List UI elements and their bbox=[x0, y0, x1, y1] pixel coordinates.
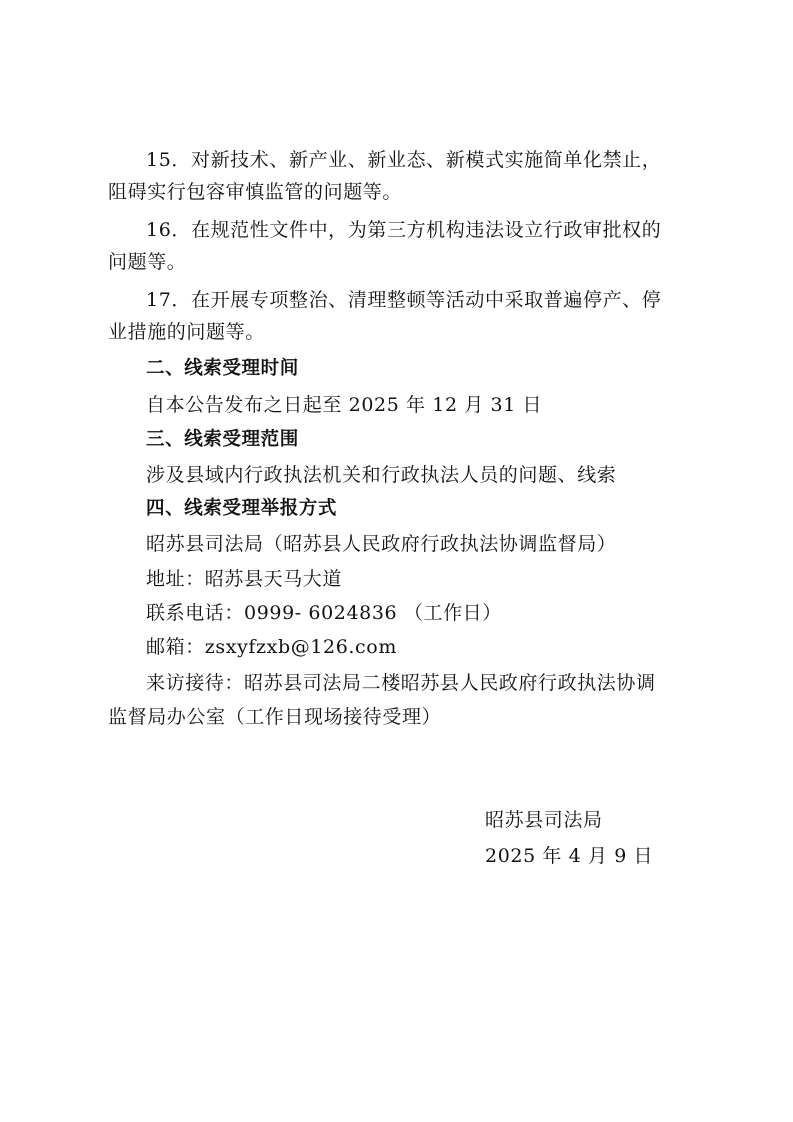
section-scope-heading: 三、线索受理范围 bbox=[146, 429, 299, 450]
item-15-line-1 bbox=[146, 148, 736, 172]
item-16-line-2: 问题等。 bbox=[108, 251, 187, 273]
item-17-number: 17． bbox=[146, 289, 191, 311]
item-15-number: 15． bbox=[146, 149, 191, 171]
item-16-line-1 bbox=[146, 218, 736, 242]
item-15-text: 对新技术、新产业、新业态、新模式实施简单化禁止， bbox=[190, 149, 662, 171]
item-17-line-1 bbox=[146, 288, 736, 312]
section-scope-text: 涉及县域内行政执法机关和行政执法人员的问题、线索 bbox=[146, 464, 617, 486]
item-16-number: 16． bbox=[146, 219, 191, 241]
item-17-line-2: 业措施的问题等。 bbox=[108, 321, 265, 343]
signature-org: 昭苏县司法局 bbox=[485, 809, 603, 831]
item-17-text: 在开展专项整治、清理整顿等活动中采取普遍停产、停 bbox=[190, 289, 662, 311]
item-16-text: 在规范性文件中，为第三方机构违法设立行政审批权的 bbox=[190, 219, 662, 241]
method-address: 地址：昭苏县天马大道 bbox=[146, 568, 343, 590]
section-time-text: 自本公告发布之日起至 2025 年 12 月 31 日 bbox=[146, 394, 543, 416]
method-visit-line-1: 来访接待：昭苏县司法局二楼昭苏县人民政府行政执法协调 bbox=[146, 672, 656, 694]
item-15-line-2: 阻碍实行包容审慎监管的问题等。 bbox=[108, 181, 403, 203]
signature-date: 2025 年 4 月 9 日 bbox=[485, 845, 654, 867]
method-email: 邮箱：zsxyfzxb@126.com bbox=[146, 636, 397, 658]
section-method-heading: 四、线索受理举报方式 bbox=[146, 498, 338, 519]
method-visit-line-2: 监督局办公室（工作日现场接待受理） bbox=[108, 706, 442, 728]
method-phone: 联系电话：0999- 6024836 （工作日） bbox=[146, 602, 502, 624]
section-time-heading: 二、线索受理时间 bbox=[146, 358, 299, 379]
method-agency: 昭苏县司法局（昭苏县人民政府行政执法协调监督局） bbox=[146, 533, 617, 555]
